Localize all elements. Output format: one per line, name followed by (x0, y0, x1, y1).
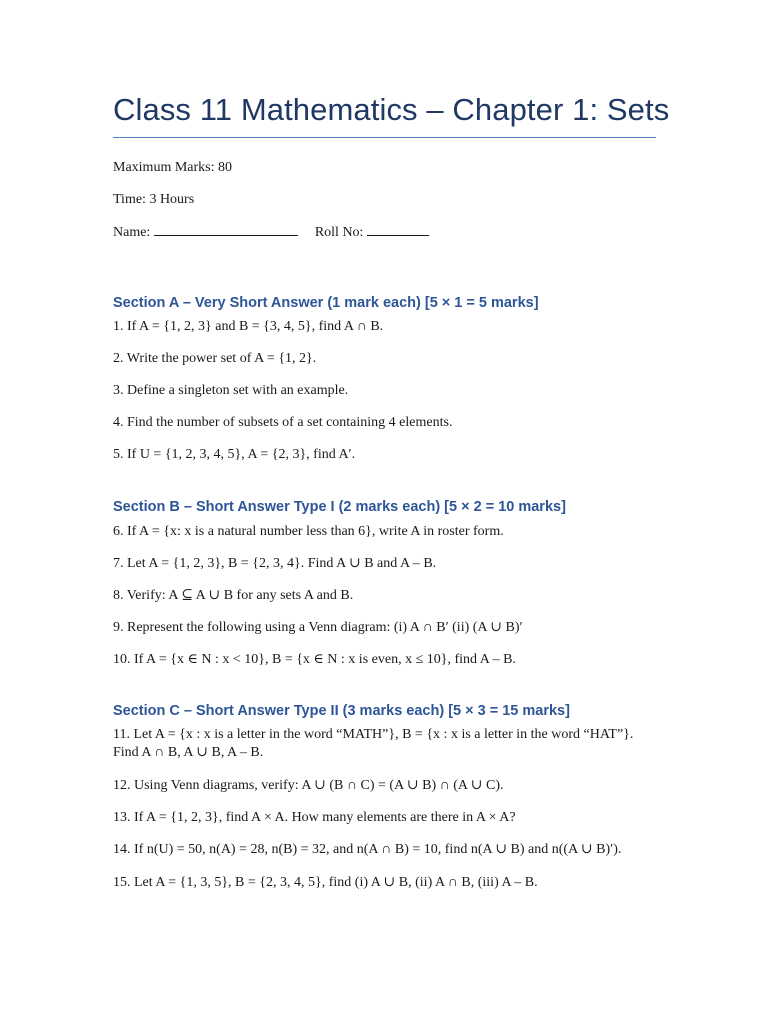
question-13: 13. If A = {1, 2, 3}, find A × A. How many elements are there in A × A? (113, 810, 516, 825)
section-c-heading: Section C – Short Answer Type II (3 marks each) [5 × 3 = 15 marks] (113, 703, 570, 719)
question-14: 14. If n(U) = 50, n(A) = 28, n(B) = 32, and n(A ∩ B) = 10, find n(A ∪ B) and n((A ∪ B)′). (113, 842, 622, 857)
question-2: 2. Write the power set of A = {1, 2}. (113, 351, 317, 366)
student-details-line (113, 223, 429, 242)
question-9: 9. Represent the following using a Venn diagram: (i) A ∩ B′ (ii) (A ∪ B)′ (113, 620, 523, 635)
question-4: 4. Find the number of subsets of a set containing 4 elements. (113, 415, 453, 430)
question-3: 3. Define a singleton set with an example. (113, 383, 349, 398)
name-blank (154, 223, 298, 236)
question-12: 12. Using Venn diagrams, verify: A ∪ (B ∩ C) = (A ∪ B) ∩ (A ∪ C). (113, 778, 504, 793)
question-11: 11. Let A = {x : x is a letter in the word “MATH”}, B = {x : x is a letter in the word “HAT”}. Find A ∩ B, A ∪ B, A – B. (113, 727, 634, 760)
name-label: Name: (113, 225, 151, 240)
question-6: 6. If A = {x: x is a natural number less than 6}, write A in roster form. (113, 524, 504, 539)
question-1: 1. If A = {1, 2, 3} and B = {3, 4, 5}, find A ∩ B. (113, 319, 384, 334)
section-b-heading: Section B – Short Answer Type I (2 marks each) [5 × 2 = 10 marks] (113, 499, 566, 515)
question-7: 7. Let A = {1, 2, 3}, B = {2, 3, 4}. Find A ∪ B and A – B. (113, 556, 437, 571)
question-10: 10. If A = {x ∈ N : x < 10}, B = {x ∈ N : x is even, x ≤ 10}, find A – B. (113, 652, 516, 667)
section-a-heading: Section A – Very Short Answer (1 mark each) [5 × 1 = 5 marks] (113, 295, 539, 311)
question-15: 15. Let A = {1, 3, 5}, B = {2, 3, 4, 5}, find (i) A ∪ B, (ii) A ∩ B, (iii) A – B. (113, 875, 538, 890)
roll-label: Roll No: (314, 225, 364, 240)
roll-blank (367, 223, 429, 236)
document-title: Class 11 Mathematics – Chapter 1: Sets (113, 92, 670, 127)
title-underline (113, 137, 656, 138)
time-allowed: Time: 3 Hours (113, 192, 195, 207)
max-marks: Maximum Marks: 80 (113, 160, 232, 175)
question-5: 5. If U = {1, 2, 3, 4, 5}, A = {2, 3}, find A′. (113, 447, 356, 462)
question-8: 8. Verify: A ⊆ A ∪ B for any sets A and B. (113, 588, 354, 603)
